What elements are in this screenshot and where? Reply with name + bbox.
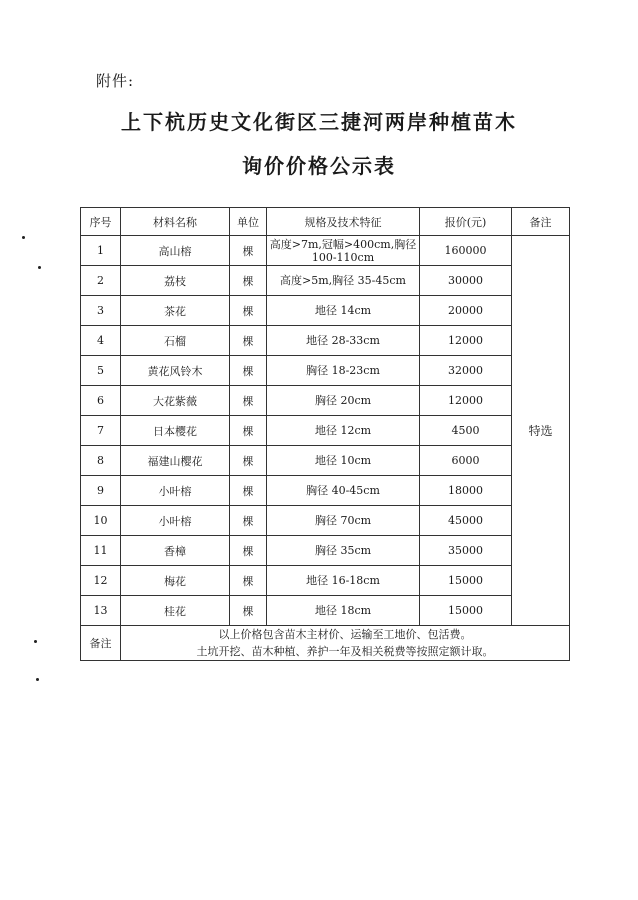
footer-note-line: 以上价格包含苗木主材价、运输至工地价、包活费。 <box>218 628 472 641</box>
row-number: 6 <box>81 386 121 416</box>
column-header: 单位 <box>230 208 267 236</box>
row-number: 4 <box>81 326 121 356</box>
footer-note-line: 土坑开挖、苗木种植、养护一年及相关税费等按照定额计取。 <box>196 645 494 658</box>
column-header: 材料名称 <box>121 208 230 236</box>
unit: 棵 <box>230 476 267 506</box>
row-number: 1 <box>81 236 121 266</box>
table-footer-row <box>81 626 570 661</box>
column-header: 备注 <box>512 208 570 236</box>
specification: 高度>7m,冠幅>400cm,胸径 100-110cm <box>267 236 420 266</box>
table-row <box>81 416 570 446</box>
unit: 棵 <box>230 506 267 536</box>
footer-label: 备注 <box>81 626 121 661</box>
price: 15000 <box>420 566 512 596</box>
column-header: 报价(元) <box>420 208 512 236</box>
price: 12000 <box>420 326 512 356</box>
price: 20000 <box>420 296 512 326</box>
material-name: 大花紫薇 <box>121 386 230 416</box>
specification: 胸径 35cm <box>267 536 420 566</box>
document-subtitle: 询价价格公示表 <box>242 154 396 178</box>
table-row <box>81 236 570 266</box>
scan-mark <box>22 236 25 239</box>
price: 35000 <box>420 536 512 566</box>
footer-note <box>121 626 570 661</box>
material-name: 高山榕 <box>121 236 230 266</box>
table-header-row <box>81 208 570 236</box>
specification: 地径 12cm <box>267 416 420 446</box>
specification: 胸径 18-23cm <box>267 356 420 386</box>
table-row <box>81 596 570 626</box>
material-name: 香樟 <box>121 536 230 566</box>
price: 15000 <box>420 596 512 626</box>
table-row <box>81 536 570 566</box>
unit: 棵 <box>230 266 267 296</box>
table-row <box>81 296 570 326</box>
material-name: 茶花 <box>121 296 230 326</box>
material-name: 石榴 <box>121 326 230 356</box>
table-row <box>81 476 570 506</box>
price: 4500 <box>420 416 512 446</box>
price: 18000 <box>420 476 512 506</box>
row-number: 2 <box>81 266 121 296</box>
specification: 地径 14cm <box>267 296 420 326</box>
material-name: 小叶榕 <box>121 506 230 536</box>
specification: 胸径 70cm <box>267 506 420 536</box>
table-row <box>81 386 570 416</box>
price: 45000 <box>420 506 512 536</box>
unit: 棵 <box>230 326 267 356</box>
row-number: 11 <box>81 536 121 566</box>
material-name: 福建山樱花 <box>121 446 230 476</box>
row-number: 10 <box>81 506 121 536</box>
unit: 棵 <box>230 296 267 326</box>
table-row <box>81 506 570 536</box>
specification: 地径 18cm <box>267 596 420 626</box>
row-number: 8 <box>81 446 121 476</box>
specification: 胸径 20cm <box>267 386 420 416</box>
remark-cell: 特选 <box>512 236 570 626</box>
attachment-label: 附件: <box>96 72 135 90</box>
material-name: 梅花 <box>121 566 230 596</box>
price: 30000 <box>420 266 512 296</box>
unit: 棵 <box>230 536 267 566</box>
unit: 棵 <box>230 356 267 386</box>
row-number: 9 <box>81 476 121 506</box>
material-name: 黄花风铃木 <box>121 356 230 386</box>
row-number: 13 <box>81 596 121 626</box>
table-row <box>81 356 570 386</box>
unit: 棵 <box>230 446 267 476</box>
specification: 地径 16-18cm <box>267 566 420 596</box>
scan-mark <box>38 266 41 269</box>
row-number: 3 <box>81 296 121 326</box>
unit: 棵 <box>230 386 267 416</box>
price-table <box>80 207 570 661</box>
price: 32000 <box>420 356 512 386</box>
table-row <box>81 566 570 596</box>
row-number: 7 <box>81 416 121 446</box>
material-name: 荔枝 <box>121 266 230 296</box>
unit: 棵 <box>230 416 267 446</box>
specification: 胸径 40-45cm <box>267 476 420 506</box>
table-row <box>81 326 570 356</box>
column-header: 序号 <box>81 208 121 236</box>
specification: 地径 28-33cm <box>267 326 420 356</box>
price: 12000 <box>420 386 512 416</box>
unit: 棵 <box>230 596 267 626</box>
unit: 棵 <box>230 566 267 596</box>
material-name: 桂花 <box>121 596 230 626</box>
unit: 棵 <box>230 236 267 266</box>
scan-mark <box>36 678 39 681</box>
row-number: 5 <box>81 356 121 386</box>
document-title: 上下杭历史文化街区三捷河两岸种植苗木 <box>121 110 517 134</box>
specification: 地径 10cm <box>267 446 420 476</box>
scan-mark <box>34 640 37 643</box>
price: 6000 <box>420 446 512 476</box>
column-header: 规格及技术特征 <box>267 208 420 236</box>
table-row <box>81 266 570 296</box>
specification: 高度>5m,胸径 35-45cm <box>267 266 420 296</box>
material-name: 小叶榕 <box>121 476 230 506</box>
table-row <box>81 446 570 476</box>
price: 160000 <box>420 236 512 266</box>
row-number: 12 <box>81 566 121 596</box>
material-name: 日本樱花 <box>121 416 230 446</box>
